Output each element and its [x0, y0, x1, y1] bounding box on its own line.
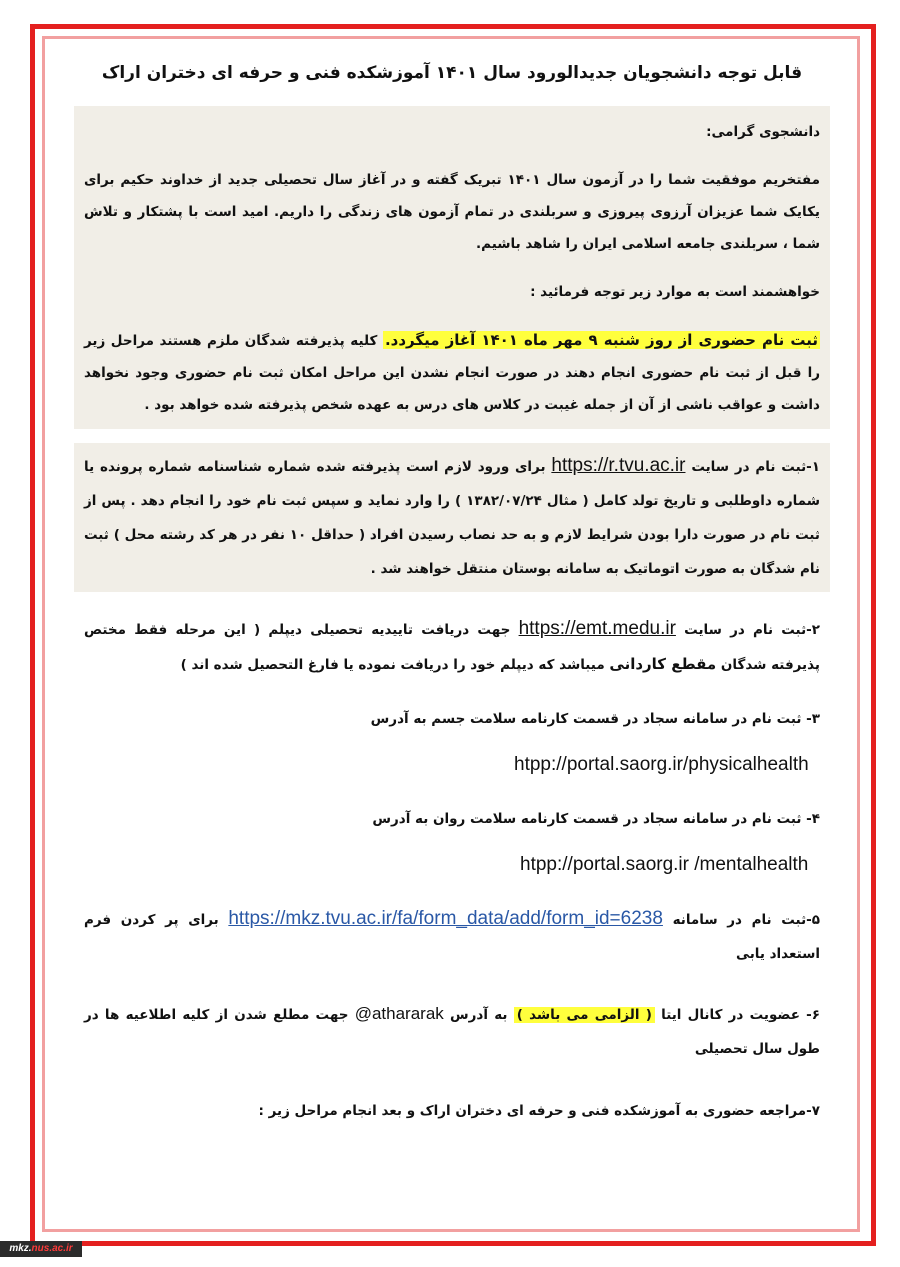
step-5-text-a: ۵-ثبت نام در سامانه: [662, 912, 820, 928]
step-4: [74, 796, 830, 896]
step-6-text-b: به آدرس: [443, 1007, 514, 1023]
step-5: [74, 896, 830, 977]
step-3-text: ۳- ثبت نام در سامانه سجاد در قسمت کارنامه سلامت جسم به آدرس: [370, 711, 820, 727]
step-3: [74, 696, 830, 796]
step-2-text-c: میباشد که دیپلم خود را دریافت نموده یا فارغ التحصیل شده اند ): [180, 657, 610, 673]
step-1-text-b: برای ورود لازم است پذیرفته شده شماره شناسنامه شماره پرونده یا شماره داوطلبی و تاریخ تولد کامل ( مثال ۱۳۸۲/۰۷/۲۴ ) را وارد نماید و سپس ثبت نام خود را انجام دهد . پس از ثبت نام در صورت دارا بودن شرایط لازم و به حد نصاب رسیدن افراد ( حداقل ۱۰ نفر در هر کد رشته محل ) ثبت نام شدگان به صورت اتوماتیک به سامانه بوستان منتقل خواهند شد .: [84, 459, 820, 577]
page-title: قابل توجه دانشجویان جدیدالورود سال ۱۴۰۱ آموزشکده فنی و حرفه ای دختران اراک: [101, 63, 803, 83]
mandatory-highlight: ( الزامی می باشد ): [514, 1007, 655, 1023]
step-7: [74, 1088, 830, 1134]
step-1-text-a: ۱-ثبت نام در سایت: [685, 459, 820, 475]
form-data-link[interactable]: https://mkz.tvu.ac.ir/fa/form_data/add/form_id=6238: [228, 908, 663, 929]
congratulation-paragraph: مفتخریم موفقیت شما را در آزمون سال ۱۴۰۱ تبریک گفته و در آغاز سال تحصیلی جدید از خداوند حکیم برای یکایک شما عزیزان آرزوی پیروزی و سربلندی در تمام آزمون های زندگی را داریم. امید است با پشتکار و تلاش شما ، سربلندی جامعه اسلامی ایران را شاهد باشیم.: [84, 172, 821, 252]
announcement-document: [60, 48, 844, 1218]
step-1: [74, 443, 830, 592]
registration-paragraph: [84, 324, 820, 421]
steps-list: [74, 443, 830, 1134]
r-tvu-link[interactable]: https://r.tvu.ac.ir: [551, 455, 686, 476]
eitaa-handle[interactable]: @athararak: [354, 1004, 444, 1023]
step-5-text-b: برای پر کردن فرم استعداد یابی: [84, 912, 820, 962]
step-4-text: ۴- ثبت نام در سامانه سجاد در قسمت کارنامه سلامت روان به آدرس: [372, 811, 820, 827]
watermark-prefix: mkz.: [9, 1243, 32, 1254]
step-6-text-c: جهت مطلع شدن از کلیه اطلاعیه ها در طول سال تحصیلی: [84, 1007, 820, 1057]
physicalhealth-link[interactable]: htpp://portal.saorg.ir/physicalhealth: [514, 754, 809, 775]
intro-section: [74, 106, 830, 429]
mentalhealth-link[interactable]: htpp://portal.saorg.ir /mentalhealth: [520, 854, 809, 875]
step-6: [74, 991, 830, 1072]
salutation: دانشجوی گرامی:: [706, 124, 820, 140]
request-line: خواهشمند است به موارد زیر توجه فرمائید :: [530, 284, 820, 300]
step-7-text: ۷-مراجعه حضوری به آموزشکده فنی و حرفه ای دختران اراک و بعد انجام مراحل زیر :: [258, 1103, 820, 1119]
watermark-tag: [0, 1241, 82, 1257]
step-2-text-b: جهت دریافت تاییدیه تحصیلی دیپلم ( این مرحله فقط مختص پذیرفته شدگان: [84, 622, 820, 673]
step-2: [74, 606, 830, 688]
registration-note: کلیه پذیرفته شدگان ملزم هستند مراحل زیر را قبل از ثبت نام حضوری انجام دهند در صورت انجام نشدن این مراحل امکان ثبت نام حضوری وجود نخواهد داشت و عواقب ناشی از آن از جمله غیبت در کلاس های درس به عهده شخص پذیرفته شده خواهد بود .: [84, 333, 820, 413]
emt-medu-link[interactable]: https://emt.medu.ir: [518, 618, 676, 639]
step-2-bold: مقطع کاردانی: [609, 655, 717, 673]
registration-date-highlight: ثبت نام حضوری از روز شنبه ۹ مهر ماه ۱۴۰۱ آغاز میگردد.: [384, 331, 818, 349]
watermark-domain: nus.ac.ir: [31, 1243, 73, 1254]
step-2-text-a: ۲-ثبت نام در سایت: [675, 622, 820, 638]
step-6-text-a: ۶- عضویت در کانال ایتا: [654, 1007, 821, 1023]
